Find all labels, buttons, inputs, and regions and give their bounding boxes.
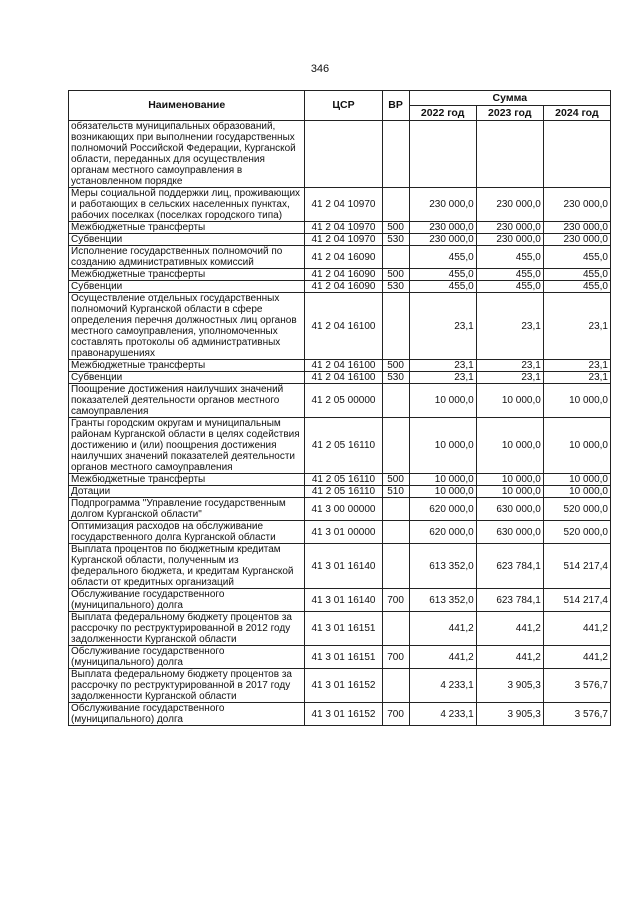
- row-name-cell: Оптимизация расходов на обслуживание государственного долга Курганской области: [69, 521, 305, 544]
- row-value-2023: 23,1: [476, 293, 543, 360]
- table-row: [69, 646, 611, 669]
- row-value-2024: 455,0: [543, 246, 610, 269]
- row-csr-cell: 41 2 04 16090: [305, 246, 382, 269]
- row-value-2023: 10 000,0: [476, 474, 543, 486]
- row-value-2023: 441,2: [476, 646, 543, 669]
- row-value-2022: 10 000,0: [409, 474, 476, 486]
- row-value-2024: 230 000,0: [543, 188, 610, 222]
- row-value-2024: 10 000,0: [543, 486, 610, 498]
- row-value-2024: 10 000,0: [543, 384, 610, 418]
- row-name-cell: Исполнение государственных полномочий по созданию административных комиссий: [69, 246, 305, 269]
- row-csr-cell: 41 2 05 16110: [305, 486, 382, 498]
- row-csr-cell: 41 3 01 00000: [305, 521, 382, 544]
- row-value-2024: 23,1: [543, 293, 610, 360]
- header-year-2023: 2023 год: [476, 106, 543, 121]
- table-row: [69, 544, 611, 589]
- table-row: [69, 474, 611, 486]
- row-value-2023: 441,2: [476, 612, 543, 646]
- row-value-2024: 10 000,0: [543, 418, 610, 474]
- row-csr-cell: 41 3 01 16140: [305, 589, 382, 612]
- row-vr-cell: [382, 612, 409, 646]
- row-value-2022: 455,0: [409, 246, 476, 269]
- row-name-cell: обязательств муниципальных образований, возникающих при выполнении государственных полномочий Российской Федерации, Курганской области, переданных для осуществления органам местного самоуправления в установленном порядке: [69, 121, 305, 188]
- row-value-2022: 230 000,0: [409, 188, 476, 222]
- table-row: [69, 418, 611, 474]
- row-value-2023: 23,1: [476, 360, 543, 372]
- row-vr-cell: [382, 521, 409, 544]
- table-row: [69, 498, 611, 521]
- row-name-cell: Межбюджетные трансферты: [69, 269, 305, 281]
- row-value-2024: 514 217,4: [543, 544, 610, 589]
- row-name-cell: Гранты городским округам и муниципальным районам Курганской области в целях содействия достижению и (или) поощрения достижения наилучших значений показателей деятельности органов местного самоуправления: [69, 418, 305, 474]
- row-value-2023: [476, 121, 543, 188]
- table-body: [69, 121, 611, 726]
- table-row: [69, 293, 611, 360]
- row-value-2022: 455,0: [409, 269, 476, 281]
- row-value-2022: 23,1: [409, 372, 476, 384]
- row-name-cell: Поощрение достижения наилучших значений показателей деятельности органов местного самоуправления: [69, 384, 305, 418]
- row-name-cell: Обслуживание государственного (муниципального) долга: [69, 589, 305, 612]
- table-row: [69, 589, 611, 612]
- row-csr-cell: 41 3 01 16140: [305, 544, 382, 589]
- row-name-cell: Субвенции: [69, 234, 305, 246]
- row-vr-cell: 500: [382, 269, 409, 281]
- row-value-2022: 441,2: [409, 612, 476, 646]
- row-csr-cell: 41 2 04 16090: [305, 281, 382, 293]
- row-value-2023: 623 784,1: [476, 589, 543, 612]
- row-value-2024: 230 000,0: [543, 222, 610, 234]
- table-row: [69, 188, 611, 222]
- table-row: [69, 486, 611, 498]
- row-vr-cell: 530: [382, 234, 409, 246]
- row-value-2023: 3 905,3: [476, 703, 543, 726]
- row-vr-cell: 530: [382, 281, 409, 293]
- row-name-cell: Обслуживание государственного (муниципального) долга: [69, 703, 305, 726]
- row-value-2023: 230 000,0: [476, 188, 543, 222]
- table-row: [69, 269, 611, 281]
- row-value-2024: 514 217,4: [543, 589, 610, 612]
- row-value-2024: 520 000,0: [543, 498, 610, 521]
- page-number: 346: [310, 63, 330, 75]
- table-row: [69, 612, 611, 646]
- row-csr-cell: 41 3 01 16151: [305, 612, 382, 646]
- row-value-2023: 230 000,0: [476, 234, 543, 246]
- row-vr-cell: [382, 418, 409, 474]
- header-year-2024: 2024 год: [543, 106, 610, 121]
- row-vr-cell: [382, 188, 409, 222]
- row-value-2022: 23,1: [409, 293, 476, 360]
- header-csr: ЦСР: [305, 91, 382, 121]
- row-vr-cell: [382, 121, 409, 188]
- row-value-2022: 230 000,0: [409, 234, 476, 246]
- row-csr-cell: 41 2 05 00000: [305, 384, 382, 418]
- row-csr-cell: 41 2 04 10970: [305, 234, 382, 246]
- row-value-2022: 613 352,0: [409, 589, 476, 612]
- table-row: [69, 246, 611, 269]
- row-value-2023: 630 000,0: [476, 498, 543, 521]
- header-vr: ВР: [382, 91, 409, 121]
- header-name: Наименование: [69, 91, 305, 121]
- row-value-2023: 455,0: [476, 246, 543, 269]
- row-csr-cell: 41 2 05 16110: [305, 474, 382, 486]
- row-name-cell: Межбюджетные трансферты: [69, 360, 305, 372]
- row-value-2022: 10 000,0: [409, 418, 476, 474]
- row-value-2022: 455,0: [409, 281, 476, 293]
- row-value-2023: 455,0: [476, 269, 543, 281]
- row-value-2023: 230 000,0: [476, 222, 543, 234]
- row-value-2024: 3 576,7: [543, 703, 610, 726]
- row-vr-cell: [382, 669, 409, 703]
- row-value-2022: 4 233,1: [409, 703, 476, 726]
- row-csr-cell: 41 2 04 16100: [305, 293, 382, 360]
- row-value-2024: 230 000,0: [543, 234, 610, 246]
- table-row: [69, 703, 611, 726]
- row-name-cell: Выплата процентов по бюджетным кредитам Курганской области, полученным из федерального бюджета, и кредитам Курганской области от кредитных организаций: [69, 544, 305, 589]
- row-value-2024: 23,1: [543, 372, 610, 384]
- row-vr-cell: 700: [382, 589, 409, 612]
- row-vr-cell: 500: [382, 474, 409, 486]
- table-header: [69, 91, 611, 121]
- row-value-2023: 630 000,0: [476, 521, 543, 544]
- row-name-cell: Меры социальной поддержки лиц, проживающих и работающих в сельских населенных пунктах, рабочих поселках (поселках городского типа): [69, 188, 305, 222]
- row-value-2024: 441,2: [543, 646, 610, 669]
- row-vr-cell: 510: [382, 486, 409, 498]
- row-vr-cell: 530: [382, 372, 409, 384]
- row-value-2022: 23,1: [409, 360, 476, 372]
- row-value-2024: 3 576,7: [543, 669, 610, 703]
- row-value-2022: 441,2: [409, 646, 476, 669]
- row-value-2022: 10 000,0: [409, 486, 476, 498]
- row-value-2023: 23,1: [476, 372, 543, 384]
- table-row: [69, 372, 611, 384]
- row-vr-cell: 700: [382, 703, 409, 726]
- row-value-2022: 613 352,0: [409, 544, 476, 589]
- row-value-2023: 10 000,0: [476, 384, 543, 418]
- row-value-2022: 4 233,1: [409, 669, 476, 703]
- row-vr-cell: [382, 384, 409, 418]
- row-name-cell: Дотации: [69, 486, 305, 498]
- row-csr-cell: 41 2 05 16110: [305, 418, 382, 474]
- row-name-cell: Выплата федеральному бюджету процентов за рассрочку по реструктурированной в 2012 году задолженности Курганской области: [69, 612, 305, 646]
- row-name-cell: Межбюджетные трансферты: [69, 474, 305, 486]
- row-csr-cell: 41 2 04 16100: [305, 360, 382, 372]
- budget-table: [68, 90, 611, 726]
- table-row: [69, 234, 611, 246]
- row-value-2024: 23,1: [543, 360, 610, 372]
- row-value-2022: 10 000,0: [409, 384, 476, 418]
- row-value-2024: 455,0: [543, 269, 610, 281]
- table-row: [69, 669, 611, 703]
- row-value-2024: 520 000,0: [543, 521, 610, 544]
- row-csr-cell: 41 2 04 10970: [305, 222, 382, 234]
- row-vr-cell: 700: [382, 646, 409, 669]
- row-value-2024: 455,0: [543, 281, 610, 293]
- row-value-2022: 230 000,0: [409, 222, 476, 234]
- row-name-cell: Субвенции: [69, 281, 305, 293]
- row-name-cell: Межбюджетные трансферты: [69, 222, 305, 234]
- row-value-2024: 441,2: [543, 612, 610, 646]
- table-row: [69, 281, 611, 293]
- row-csr-cell: 41 3 01 16152: [305, 703, 382, 726]
- row-value-2023: 623 784,1: [476, 544, 543, 589]
- row-value-2023: 3 905,3: [476, 669, 543, 703]
- row-value-2022: [409, 121, 476, 188]
- row-name-cell: Субвенции: [69, 372, 305, 384]
- row-vr-cell: 500: [382, 222, 409, 234]
- row-vr-cell: 500: [382, 360, 409, 372]
- row-value-2023: 10 000,0: [476, 486, 543, 498]
- table-row: [69, 360, 611, 372]
- row-csr-cell: 41 3 01 16152: [305, 669, 382, 703]
- row-csr-cell: 41 3 01 16151: [305, 646, 382, 669]
- row-csr-cell: 41 2 04 16100: [305, 372, 382, 384]
- table-row: [69, 384, 611, 418]
- row-csr-cell: 41 2 04 10970: [305, 188, 382, 222]
- row-vr-cell: [382, 544, 409, 589]
- row-csr-cell: [305, 121, 382, 188]
- row-name-cell: Подпрограмма "Управление государственным долгом Курганской области": [69, 498, 305, 521]
- header-sum: Сумма: [409, 91, 610, 106]
- row-value-2024: [543, 121, 610, 188]
- row-vr-cell: [382, 246, 409, 269]
- row-vr-cell: [382, 498, 409, 521]
- row-vr-cell: [382, 293, 409, 360]
- table-row: [69, 222, 611, 234]
- header-year-2022: 2022 год: [409, 106, 476, 121]
- table-row: [69, 521, 611, 544]
- row-name-cell: Обслуживание государственного (муниципального) долга: [69, 646, 305, 669]
- row-csr-cell: 41 2 04 16090: [305, 269, 382, 281]
- row-name-cell: Выплата федеральному бюджету процентов за рассрочку по реструктурированной в 2017 году задолженности Курганской области: [69, 669, 305, 703]
- row-value-2022: 620 000,0: [409, 521, 476, 544]
- row-value-2023: 455,0: [476, 281, 543, 293]
- row-value-2023: 10 000,0: [476, 418, 543, 474]
- row-name-cell: Осуществление отдельных государственных полномочий Курганской области в сфере определения перечня должностных лиц органов местного самоуправления, уполномоченных составлять протоколы об административных правонарушениях: [69, 293, 305, 360]
- table-row: [69, 121, 611, 188]
- row-value-2024: 10 000,0: [543, 474, 610, 486]
- row-csr-cell: 41 3 00 00000: [305, 498, 382, 521]
- row-value-2022: 620 000,0: [409, 498, 476, 521]
